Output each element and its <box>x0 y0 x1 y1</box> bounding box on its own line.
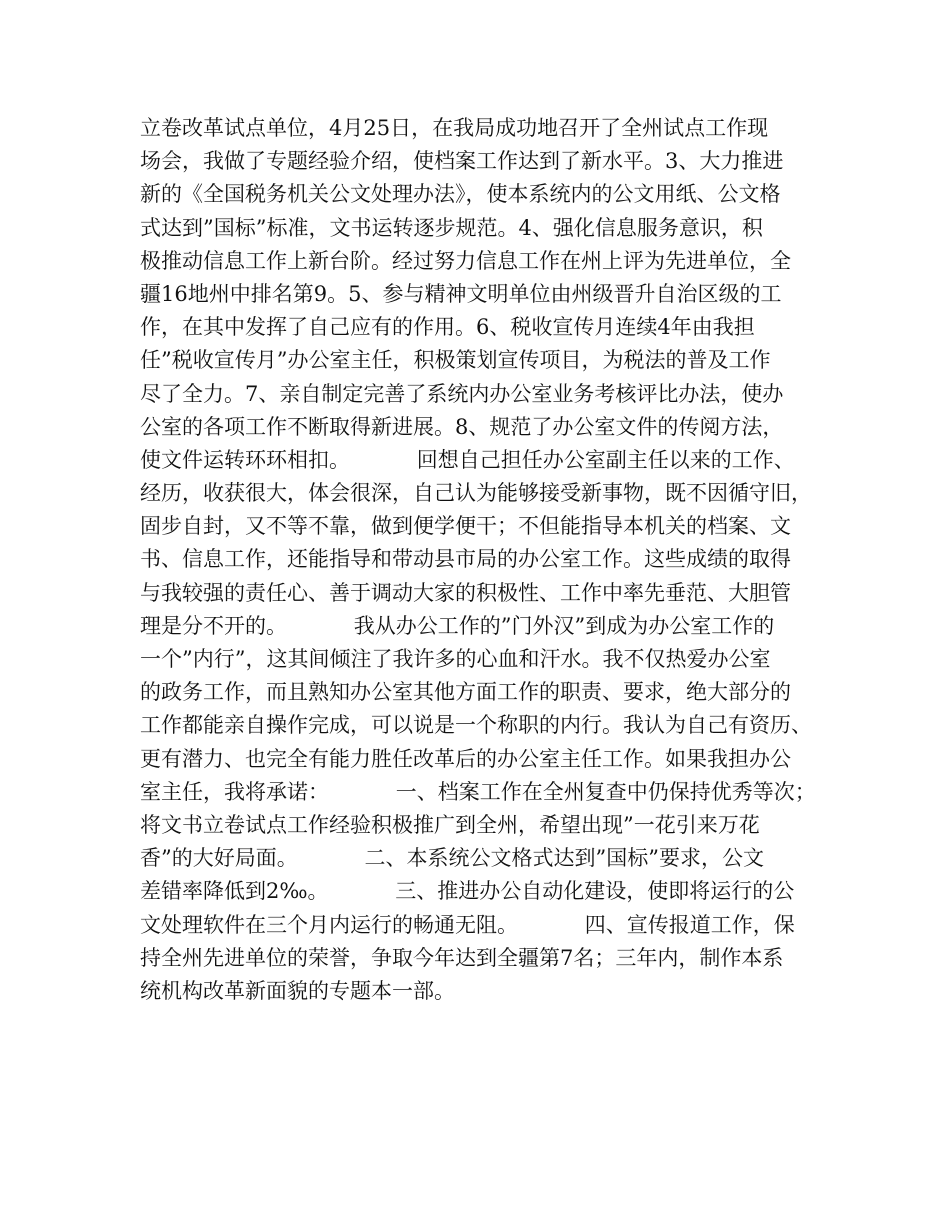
text-line: 香”的大好局面。 二、本系统公文格式达到”国标”要求，公文 <box>140 846 764 871</box>
text-line: 室主任，我将承诺： 一、档案工作在全州复查中仍保持优秀等次； <box>140 779 816 804</box>
text-line: 一个”内行”，这其间倾注了我许多的心血和汗水。我不仅热爱办公室 <box>140 647 771 671</box>
text-line: 疆16地州中排名第9。5、参与精神文明单位由州级晋升自治区级的工 <box>140 281 782 306</box>
text-line: 书、信息工作，还能指导和带动县市局的办公室工作。这些成绩的取得 <box>140 547 791 572</box>
text-line: 文处理软件在三个月内运行的畅通无阻。 四、宣传报道工作，保 <box>140 912 795 937</box>
text-line: 新的《全国税务机关公文处理办法》，使本系统内的公文用纸、公文格 <box>140 182 781 207</box>
text-line: 统机构改革新面貌的专题本一部。 <box>140 978 455 1003</box>
text-line: 理是分不开的。 我从办公工作的”门外汉”到成为办公室工作的 <box>140 613 775 638</box>
text-line: 公室的各项工作不断取得新进展。8、规范了办公室文件的传阅方法， <box>140 414 784 439</box>
text-line: 工作都能亲自操作完成，可以说是一个称职的内行。我认为自己有资历、 <box>140 713 812 738</box>
text-line: 场会，我做了专题经验介绍，使档案工作达到了新水平。3、大力推进 <box>140 149 784 174</box>
text-line: 极推动信息工作上新台阶。经过努力信息工作在州上评为先进单位，全 <box>140 248 791 273</box>
text-line: 作，在其中发挥了自己应有的作用。6、税收宣传月连续4年由我担 <box>140 315 755 340</box>
text-line: 固步自封，又不等不靠，做到便学便干；不但能指导本机关的档案、文 <box>140 514 791 539</box>
text-line: 与我较强的责任心、善于调动大家的积极性、工作中率先垂范、大胆管 <box>140 580 791 605</box>
text-line: 经历，收获很大，体会很深，自己认为能够接受新事物，既不因循守旧， <box>140 481 812 506</box>
text-line: 的政务工作，而且熟知办公室其他方面工作的职责、要求，绝大部分的 <box>140 680 791 705</box>
text-line: 将文书立卷试点工作经验积极推广到全州，希望出现”一花引来万花 <box>140 812 760 837</box>
text-line: 差错率降低到2‰。 三、推进办公自动化建设，使即将运行的公 <box>140 879 795 904</box>
body-text <box>140 112 830 1008</box>
text-line: 任”税收宣传月”办公室主任，积极策划宣传项目，为税法的普及工作 <box>140 348 771 373</box>
text-line: 使文件运转环环相扣。 回想自己担任办公室副主任以来的工作、 <box>140 447 795 472</box>
text-line: 尽了全力。7、亲自制定完善了系统内办公室业务考核评比办法，使办 <box>140 381 784 406</box>
text-line: 持全州先进单位的荣誉，争取今年达到全疆第7名；三年内，制作本系 <box>140 945 784 970</box>
text-line: 更有潜力、也完全有能力胜任改革后的办公室主任工作。如果我担办公 <box>140 746 791 771</box>
text-line: 立卷改革试点单位，4月25日，在我局成功地召开了全州试点工作现 <box>140 116 769 140</box>
text-line: 式达到”国标”标准，文书运转逐步规范。4、强化信息服务意识，积 <box>140 215 763 240</box>
